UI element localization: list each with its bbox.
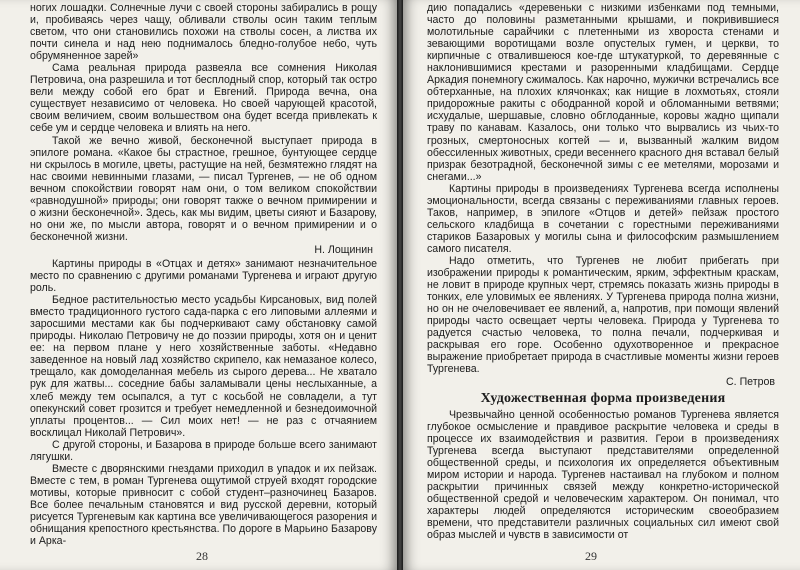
page-number: 29 <box>585 549 597 563</box>
paragraph: Надо отметить, что Тургенев не любит прибегать при изображении природы к романтическим, ярким, эффектным краскам, не ловит в природе крупных черт, стремясь показать жизнь природы в тонких, еле уловимых ее явлениях. У Тургенева природа полна жизни, но он не очеловечивает ее явлений, а, напротив, при помощи явлений природы часто освещает черты человека. Природа у Тургенева то радуется счастью человека, то полна печали, подчеркивая и раскрывая его горе. Особенно одухотворенное и прекрасное выражение приобретает природа в счастливые моменты жизни героев Тургенева. <box>427 254 779 376</box>
right-page <box>403 0 800 570</box>
author-signature: Н. Лощинин <box>314 243 373 256</box>
paragraph: Вместе с дворянскими гнездами приходил в упадок и их пейзаж. Вместе с тем, в роман Тургенева ощутимой струей входят городские мотивы, которые привносит с собой студент–разночинец Базаров. Все более печальным становятся и вид русской деревни, который рисуется Тургеневым как картина все увеличивающегося разорения и обнищания крепостного крестьянства. По дороге в Марьино Базарову и Арка- <box>30 462 377 548</box>
paragraph: дию попадались «деревеньки с низкими избенками под темными, часто до половины разметанными крышами, и покривившиеся молотильные сарайчики с плетенными из хвороста стенами и зевающими воротищами возле опустелых гумен, и церкви, то кирпичные с отвалившеюся кое-где штукатуркой, то деревянные с наклонившимися крестами и разоренными кладбищами. Сердце Аркадия понемногу сжималось. Как нарочно, мужички встречались все обтерханные, на плохих клячонках; как нищие в лохмотьях, стояли придорожные ракиты с ободранной корой и обломанными ветвями; исхудалые, шершавые, словно обглоданные, коровы жадно щипали траву по канавам. Казалось, они только что вырвались из чьих-то грозных, смертоносных когтей — и, вызванный жалким видом обессиленных животных, среди весеннего красного дня вставал белый призрак безотрадной, бесконечной зимы с ее метелями, морозами и снегами...» <box>427 2 779 183</box>
paragraph: Сама реальная природа развеяла все сомнения Николая Петровича, она разрешила и тот бесплодный спор, который так остро вели между собой его брат и Евгений. Природа вечна, она существует независимо от человека. Но своей чарующей красотой, своим величием, своим вольшеством она будет всегда привлекать к себе ум и сердце человека и влиять на него. <box>30 62 377 135</box>
paragraph: Такой же вечно живой, бесконечной выступает природа в эпилоге романа. «Какое бы страстное, грешное, бунтующее сердце ни скрылось в могиле, цветы, растущие на ней, безмятежно глядят на нас своими невинными глазами, — писал Тургенев, — не об одном вечном спокойствии говорят нам они, о том великом спокойствии «равнодушной» природы; они говорят также о вечном примирении и о жизни бесконечной». Здесь, как мы видим, цветы сияют и Базарову, но они же, по мысли автора, говорят и о вечном примирении и о бесконечной жизни. <box>30 134 377 243</box>
author-signature: С. Петров <box>726 376 775 389</box>
section-heading: Художественная форма произведения <box>480 390 726 406</box>
left-page <box>0 0 397 570</box>
left-page-text <box>30 2 377 547</box>
right-page-text <box>427 2 779 541</box>
paragraph: Чрезвычайно ценной особенностью романов Тургенева является глубокое осмысление и правдивое раскрытие человека и среды в процессе их взаимодействия и развития. Герои в произведениях Тургенева всегда выступают представителями определенной общественной среды, и психология их определяется объективным миром истории и народа. Тургенев настаивал на глубоком и полном раскрытии причинных связей между конкретно-исторической общественной средой и человеческим характером. Он понимал, что характеры людей определяются историческим своеобразием времени, что представители различных социальных сил имеют свой образ мыслей и чувств в зависимости от <box>427 408 779 542</box>
paragraph: Бедное растительностью место усадьбы Кирсановых, вид полей вместо традиционного густого сада-парка с его липовыми аллеями и заросшими местами как бы подчеркивают саму обстановку самой природы. Николаю Петровичу не до поэзии природы, хотя он и ценит ее: на первом плане у него хозяйственные заботы. «Недавно заведенное на новый лад хозяйство скрипело, как немазаное колесо, трещало, как домоделанная мебель из сырого дерева... Не хватало рук для жатвы... соседние бабы заламывали цены неслыханные, а хлеб между тем осыпался, а тут с косьбой не совладели, а тут опекунский совет грозится и требует немедленной и безнедоимочной уплаты процентов... — Сил моих нет! — не раз с отчаянием восклицал Николай Петрович». <box>30 294 377 439</box>
page-number: 28 <box>196 549 208 563</box>
paragraph: ногих лошадки. Солнечные лучи с своей стороны забирались в рощу и, пробиваясь через чащу, обливали стволы осин таким теплым светом, что они становились похожи на стволы сосен, а листва их почти синела и над нею поднималось бледно-голубое небо, чуть обрумяненное зарей» <box>30 2 377 63</box>
paragraph: Картины природы в «Отцах и детях» занимают незначительное место по сравнению с другими романами Тургенева и играют другую роль. <box>30 257 377 295</box>
paragraph: С другой стороны, и Базарова в природе больше всего занимают лягушки. <box>30 438 377 463</box>
paragraph: Картины природы в произведениях Тургенева всегда исполнены эмоциональности, всегда связаны с переживаниями главных героев. Таков, например, в эпилоге «Отцов и детей» пейзаж простого сельского кладбища в сочетании с горестными переживаниями стариков Базаровых у могилы сына и философским размышлением самого писателя. <box>427 182 779 255</box>
